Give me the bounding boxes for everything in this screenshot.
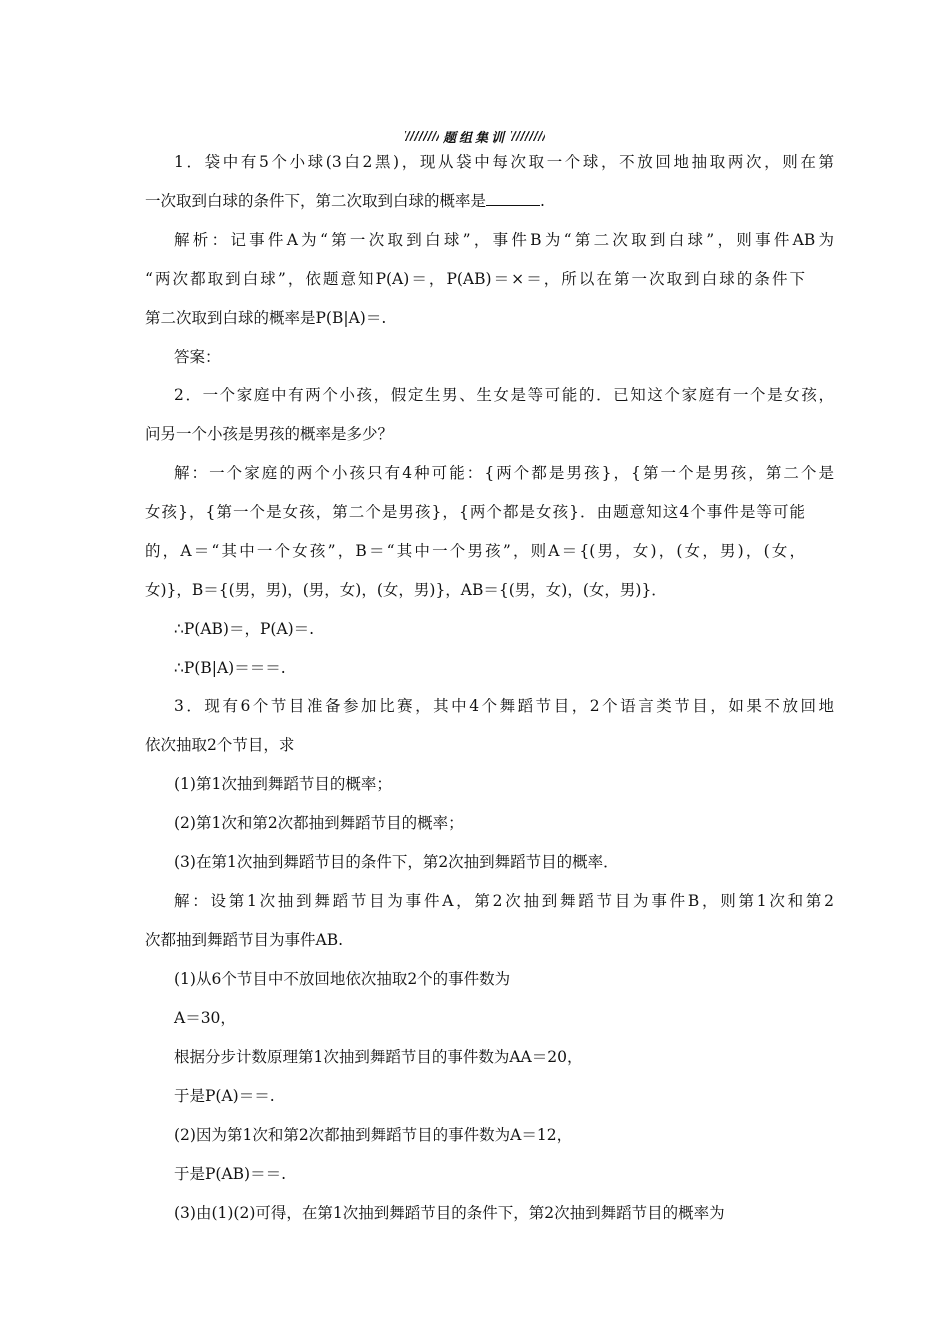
solution2-line4: 女)}，B＝{(男，男)，(男，女)，(女，男)}，AB＝{(男，女)，(女，男)}． [145,581,667,599]
problem1-line1: 1．袋中有5个小球(3白2黑)，现从袋中每次取一个球，不放回地抽取两次，则在第 [174,153,834,171]
solution3-line1: 解：设第1次抽到舞蹈节目为事件A，第2次抽到舞蹈节目为事件B，则第1次和第2 [174,892,834,910]
solution3-part2-line1: (2)因为第1次和第2次都抽到舞蹈节目的事件数为A＝12， [174,1126,573,1144]
problem3-part3: (3)在第1次抽到舞蹈节目的条件下，第2次抽到舞蹈节目的概率． [174,853,619,871]
solution3-part3-line1: (3)由(1)(2)可得，在第1次抽到舞蹈节目的条件下，第2次抽到舞蹈节目的概率为 [174,1204,725,1222]
problem2-line2: 问另一个小孩是男孩的概率是多少？ [145,425,394,443]
problem3-line1: 3．现有6个节目准备参加比赛，其中4个舞蹈节目，2个语言类节目，如果不放回地 [174,697,834,715]
answer-blank [486,191,540,206]
solution3-part1-line4: 于是P(A)＝＝. [174,1087,275,1105]
problem1-line2-text: 一次取到白球的条件下，第二次取到白球的概率是 [145,192,487,210]
problem3-part1: (1)第1次抽到舞蹈节目的概率； [174,775,392,793]
header-left-hatch [405,131,439,141]
solution1-line3: 第二次取到白球的概率是P(B|A)＝. [145,309,387,327]
solution1-line2: “两次都取到白球”，依题意知P(A)＝，P(AB)＝×＝，所以在第一次取到白球的条件下 [145,270,805,288]
solution2-line1: 解：一个家庭的两个小孩只有4种可能：{两个都是男孩}，{第一个是男孩，第二个是 [174,464,834,482]
header-right-hatch [511,131,545,141]
problem3-line2: 依次抽取2个节目，求 [145,736,295,754]
problem3-part2: (2)第1次和第2次都抽到舞蹈节目的概率； [174,814,464,832]
solution3-part2-line2: 于是P(AB)＝＝. [174,1165,287,1183]
solution3-part1-line2: A＝30， [174,1009,236,1027]
section-header [0,127,950,145]
blank-period: . [540,192,545,210]
problem1-line2 [145,191,545,211]
solution3-line2: 次都抽到舞蹈节目为事件AB. [145,931,344,949]
solution2-line6: ∴P(B|A)＝＝＝. [174,659,286,677]
solution1-line1: 解析：记事件A为“第一次取到白球”，事件B为“第二次取到白球”，则事件AB为 [174,231,834,249]
header-title: 题组集训 [442,130,507,146]
solution2-line3: 的，A＝“其中一个女孩”，B＝“其中一个男孩”，则A＝{(男，女)，(女，男)，(女， [145,542,805,560]
answer-label: 答案： [174,348,221,366]
solution2-line5: ∴P(AB)＝，P(A)＝. [174,620,315,638]
solution3-part1-line3: 根据分步计数原理第1次抽到舞蹈节目的事件数为AA＝20， [174,1048,583,1066]
problem2-line1: 2．一个家庭中有两个小孩，假定生男、生女是等可能的．已知这个家庭有一个是女孩， [174,386,834,404]
solution3-part1-line1: (1)从6个节目中不放回地依次抽取2个的事件数为 [174,970,511,988]
solution2-line2: 女孩}，{第一个是女孩，第二个是男孩}，{两个都是女孩}．由题意知这4个事件是等可能 [145,503,805,521]
